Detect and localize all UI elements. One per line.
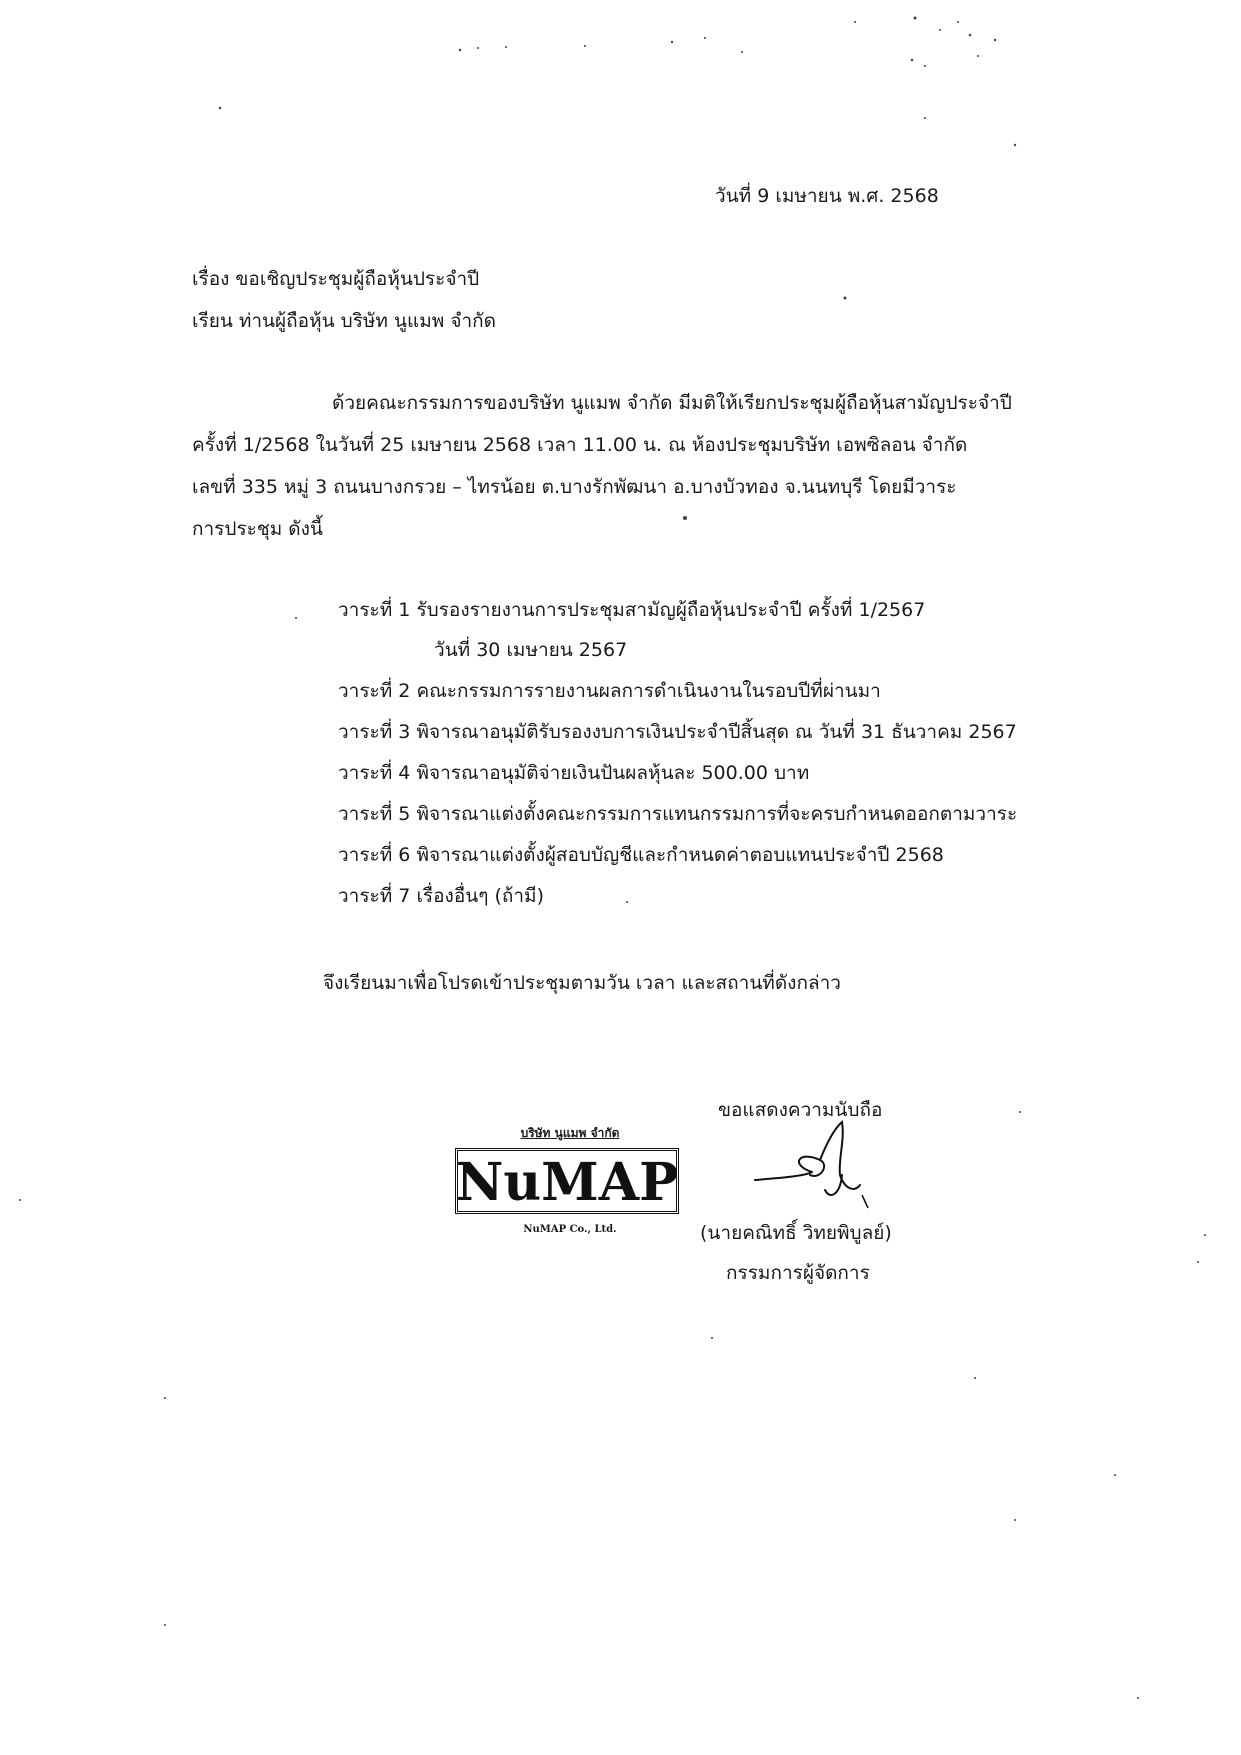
svg-text:NuMAP: NuMAP xyxy=(458,1152,676,1211)
agenda-item: วาระที่ 1 รับรองรายงานการประชุมสามัญผู้ถือหุ้นประจำปี ครั้งที่ 1/2567 xyxy=(338,599,926,621)
regards-text: ขอแสดงความนับถือ xyxy=(718,1099,883,1121)
handwritten-signature xyxy=(750,1120,880,1210)
stamp-company-name-thai: บริษัท นูแมพ จำกัด xyxy=(520,1126,620,1140)
stamp-logo-box xyxy=(455,1148,679,1214)
letter-subject: เรื่อง ขอเชิญประชุมผู้ถือหุ้นประจำปี xyxy=(192,268,480,290)
company-stamp xyxy=(450,1124,690,1254)
stamp-company-name-english: NuMAP Co., Ltd. xyxy=(523,1224,617,1235)
agenda-item: วาระที่ 2 คณะกรรมการรายงานผลการดำเนินงานในรอบปีที่ผ่านมา xyxy=(338,680,881,702)
paragraph-line: เลขที่ 335 หมู่ 3 ถนนบางกรวย – ไทรน้อย ต.บางรักพัฒนา อ.บางบัวทอง จ.นนทบุรี โดยมีวาระ xyxy=(192,476,957,498)
agenda-item: วาระที่ 6 พิจารณาแต่งตั้งผู้สอบบัญชีและกำหนดค่าตอบแทนประจำปี 2568 xyxy=(338,844,944,866)
paragraph-line: ครั้งที่ 1/2568 ในวันที่ 25 เมษายน 2568 เวลา 11.00 น. ณ ห้องประชุมบริษัท เอพซิลอน จำกัด xyxy=(192,434,968,456)
agenda-item-continuation: วันที่ 30 เมษายน 2567 xyxy=(434,639,628,661)
agenda-item: วาระที่ 7 เรื่องอื่นๆ (ถ้ามี) xyxy=(338,885,544,907)
signer-name: (นายคณิทธิ์ วิทยพิบูลย์) xyxy=(700,1222,892,1244)
numap-logo xyxy=(458,1151,676,1211)
agenda-item: วาระที่ 4 พิจารณาอนุมัติจ่ายเงินปันผลหุ้นละ 500.00 บาท xyxy=(338,762,810,784)
letter-recipient: เรียน ท่านผู้ถือหุ้น บริษัท นูแมพ จำกัด xyxy=(192,310,496,332)
agenda-item: วาระที่ 3 พิจารณาอนุมัติรับรองงบการเงินประจำปีสิ้นสุด ณ วันที่ 31 ธันวาคม 2567 xyxy=(338,721,1017,743)
paragraph-line: ด้วยคณะกรรมการของบริษัท นูแมพ จำกัด มีมติให้เรียกประชุมผู้ถือหุ้นสามัญประจำปี xyxy=(332,392,1012,414)
closing-sentence: จึงเรียนมาเพื่อโปรดเข้าประชุมตามวัน เวลา และสถานที่ดังกล่าว xyxy=(323,972,841,994)
paragraph-line: การประชุม ดังนี้ xyxy=(192,518,323,540)
signer-title: กรรมการผู้จัดการ xyxy=(726,1262,870,1284)
letter-date: วันที่ 9 เมษายน พ.ศ. 2568 xyxy=(715,185,939,207)
agenda-item: วาระที่ 5 พิจารณาแต่งตั้งคณะกรรมการแทนกรรมการที่จะครบกำหนดออกตามวาระ xyxy=(338,803,1018,825)
